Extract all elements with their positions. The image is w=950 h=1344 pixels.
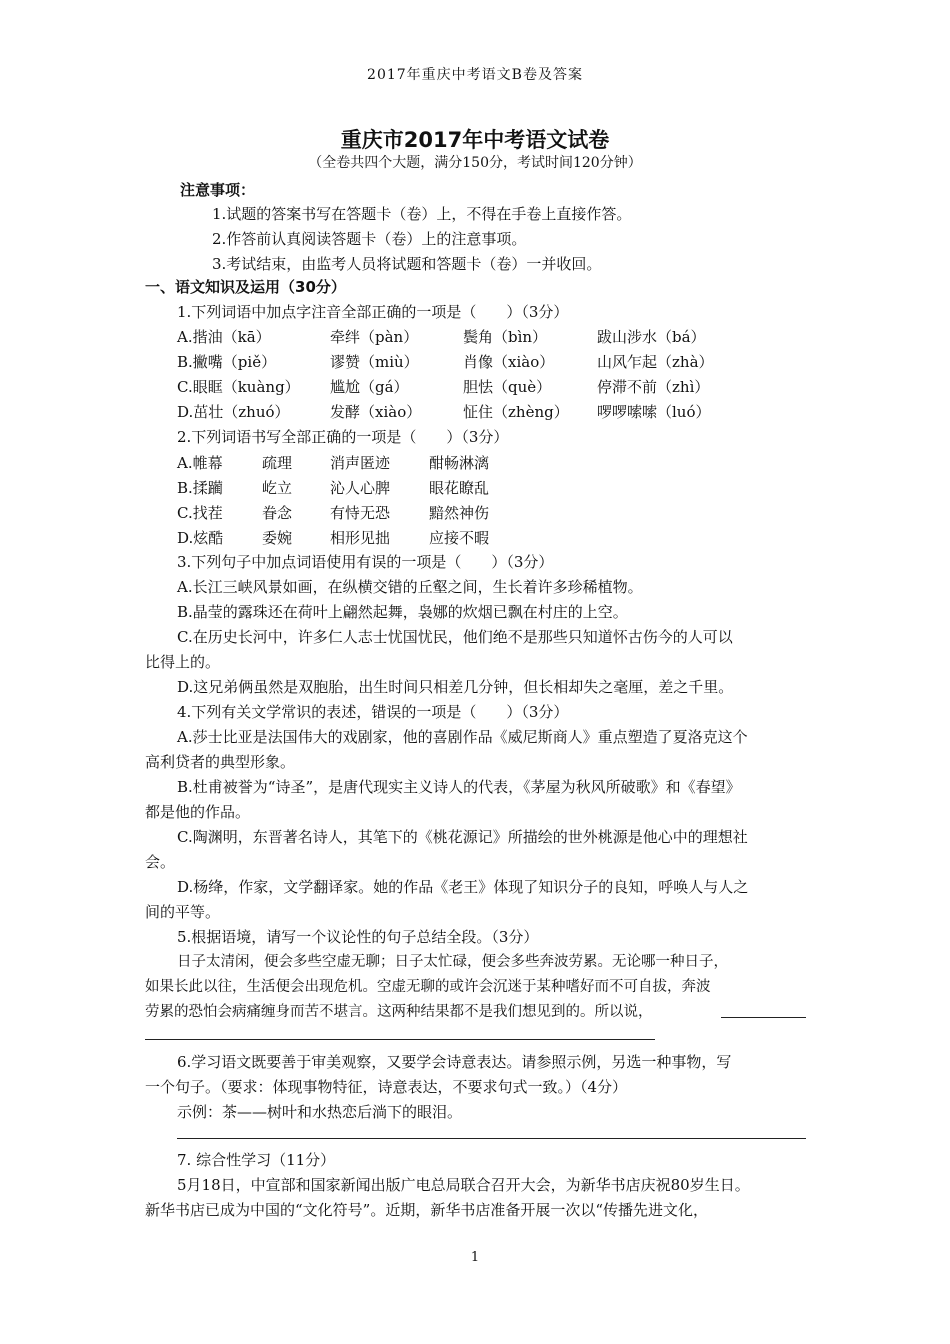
question-stem-5: 5.根据语境，请写一个议论性的句子总结全段。（3分） xyxy=(177,928,539,946)
question-stem-3: 3.下列句子中加点词语使用有误的一项是（ ）（3分） xyxy=(177,553,554,571)
q2-option: 酣畅淋漓 xyxy=(429,454,490,472)
q1-option: A.揩油（kā） xyxy=(177,328,271,346)
answer-line[interactable] xyxy=(177,1138,806,1139)
note-item: 1.试题的答案书写在答题卡（卷）上，不得在手卷上直接作答。 xyxy=(212,205,632,223)
q6-example: 示例：茶——树叶和水热恋后淌下的眼泪。 xyxy=(177,1103,463,1121)
q2-option: D.炫酷 xyxy=(177,529,224,547)
q1-option: 怔住（zhèng） xyxy=(463,403,569,421)
question-stem-2: 2.下列词语书写全部正确的一项是（ ）（3分） xyxy=(177,428,509,446)
q1-option: 牵绊（pàn） xyxy=(330,328,419,346)
q2-option: 眷念 xyxy=(262,504,293,522)
q4-option-b-cont: 都是他的作品。 xyxy=(145,803,251,821)
q5-passage: 如果长此以往，生活便会出现危机。空虚无聊的或许会沉迷于某种嗜好而不可自拔，奔波 xyxy=(145,979,711,995)
note-item: 2.作答前认真阅读答题卡（卷）上的注意事项。 xyxy=(212,230,527,248)
question-stem-1: 1.下列词语中加点字注音全部正确的一项是（ ）（3分） xyxy=(177,303,569,321)
q5-passage: 日子太清闲，便会多些空虚无聊；日子太忙碌，便会多些奔波劳累。无论哪一种日子， xyxy=(177,954,728,970)
q2-option: 黯然神伤 xyxy=(429,504,490,522)
q2-option: 疏理 xyxy=(262,454,293,472)
answer-line[interactable] xyxy=(145,1039,655,1040)
q4-option-d: D.杨绛，作家，文学翻译家。她的作品《老王》体现了知识分子的良知，呼唤人与人之 xyxy=(177,878,749,896)
q1-option: C.眼眶（kuàng） xyxy=(177,378,300,396)
q4-option-b: B.杜甫被誉为“诗圣”，是唐代现实主义诗人的代表，《茅屋为秋风所破歌》和《春望》 xyxy=(177,778,741,796)
q3-option-c-cont: 比得上的。 xyxy=(145,653,221,671)
q1-option: 山风乍起（zhà） xyxy=(597,353,714,371)
q4-option-c: C.陶渊明，东晋著名诗人，其笔下的《桃花源记》所描绘的世外桃源是他心中的理想社 xyxy=(177,828,748,846)
q7-passage: 5月18日，中宣部和国家新闻出版广电总局联合召开大会，为新华书店庆祝80岁生日。 xyxy=(177,1176,750,1194)
q1-option: 停滞不前（zhì） xyxy=(597,378,710,396)
q4-option-c-cont: 会。 xyxy=(145,853,176,871)
q2-option: 委婉 xyxy=(262,529,293,547)
q1-option: 鬓角（bìn） xyxy=(463,328,548,346)
q1-option: 肖像（xiào） xyxy=(463,353,555,371)
q2-option: C.找茬 xyxy=(177,504,223,522)
answer-blank[interactable] xyxy=(721,1017,806,1018)
q1-option: 发酵（xiào） xyxy=(330,403,422,421)
q4-option-a-cont: 高利贷者的典型形象。 xyxy=(145,753,296,771)
question-stem-6: 6.学习语文既要善于审美观察，又要学会诗意表达。请参照示例，另选一种事物，写 xyxy=(177,1053,732,1071)
q3-option-a: A.长江三峡风景如画，在纵横交错的丘壑之间，生长着许多珍稀植物。 xyxy=(177,578,643,596)
q2-option: 屹立 xyxy=(262,479,293,497)
q1-option: 啰啰嗦嗦（luó） xyxy=(597,403,711,421)
q2-option: 有恃无恐 xyxy=(330,504,391,522)
q2-option: B.揉躏 xyxy=(177,479,223,497)
question-stem-6-cont: 一个句子。（要求：体现事物特征，诗意表达，不要求句式一致。）（4分） xyxy=(145,1078,628,1096)
q1-option: 胆怯（què） xyxy=(463,378,552,396)
q1-option: 跋山涉水（bá） xyxy=(597,328,706,346)
note-item: 3.考试结束，由监考人员将试题和答题卡（卷）一并收回。 xyxy=(212,255,602,273)
q1-option: 谬赞（miù） xyxy=(330,353,419,371)
q5-passage: 劳累的恐怕会病痛缠身而苦不堪言。这两种结果都不是我们想见到的。所以说， xyxy=(145,1004,653,1020)
q1-option: 尴尬（gá） xyxy=(330,378,409,396)
section-heading: 一、语文知识及运用（30分） xyxy=(145,278,346,296)
q3-option-b: B.晶莹的露珠还在荷叶上翩然起舞，袅娜的炊烟已飘在村庄的上空。 xyxy=(177,603,628,621)
q3-option-d: D.这兄弟俩虽然是双胞胎，出生时间只相差几分钟，但长相却失之毫厘，差之千里。 xyxy=(177,678,734,696)
page-number: 1 xyxy=(470,1250,480,1265)
q2-option: A.帷幕 xyxy=(177,454,223,472)
exam-title: 重庆市2017年中考语文试卷 xyxy=(340,128,610,152)
page-header: 2017年重庆中考语文B卷及答案 xyxy=(367,67,583,83)
q2-option: 消声匿迹 xyxy=(330,454,391,472)
q1-option: B.撇嘴（piě） xyxy=(177,353,277,371)
notes-heading: 注意事项： xyxy=(180,181,256,199)
q2-option: 沁人心脾 xyxy=(330,479,391,497)
question-stem-4: 4.下列有关文学常识的表述，错误的一项是（ ）（3分） xyxy=(177,703,569,721)
q4-option-a: A.莎士比亚是法国伟大的戏剧家，他的喜剧作品《威尼斯商人》重点塑造了夏洛克这个 xyxy=(177,728,748,746)
q2-option: 相形见拙 xyxy=(330,529,391,547)
q3-option-c: C.在历史长河中，许多仁人志士忧国忧民，他们绝不是那些只知道怀古伤今的人可以 xyxy=(177,628,733,646)
q1-option: D.茁壮（zhuó） xyxy=(177,403,290,421)
q4-option-d-cont: 间的平等。 xyxy=(145,903,221,921)
q7-passage: 新华书店已成为中国的“文化符号”。近期，新华书店准备开展一次以“传播先进文化， xyxy=(145,1201,709,1219)
question-stem-7: 7. 综合性学习（11分） xyxy=(177,1151,336,1169)
q2-option: 眼花瞭乱 xyxy=(429,479,490,497)
exam-subtitle: （全卷共四个大题，满分150分，考试时间120分钟） xyxy=(308,155,642,171)
q2-option: 应接不暇 xyxy=(429,529,490,547)
